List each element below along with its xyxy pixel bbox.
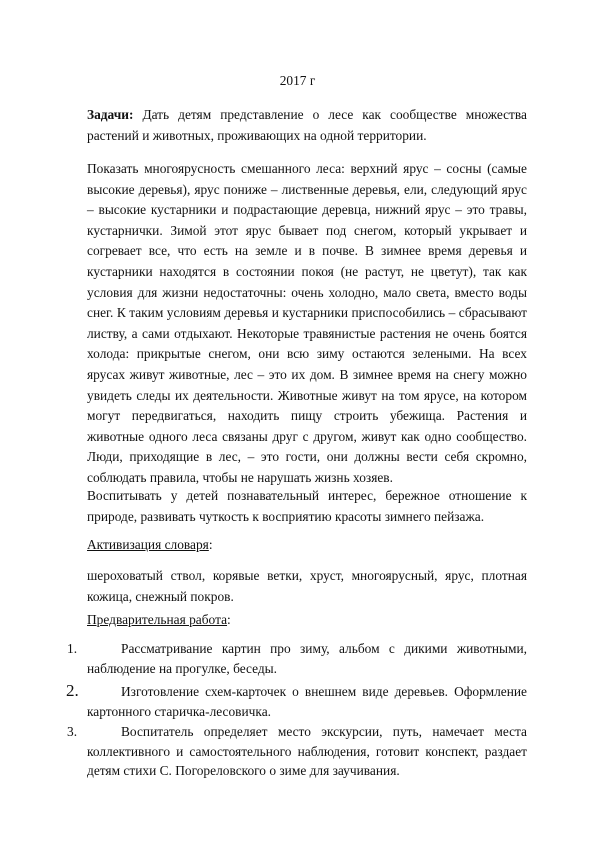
preliminary-heading: Предварительная работа (87, 612, 228, 627)
list-item-number: 2. (66, 681, 79, 700)
tasks-label: Задачи: (87, 107, 134, 122)
list-item (67, 639, 527, 678)
list-item-number: 1. (67, 641, 78, 656)
list-item (67, 722, 527, 781)
tasks-paragraph (87, 105, 527, 146)
upbringing-paragraph (87, 486, 527, 527)
preliminary-heading-line (87, 610, 527, 631)
vocabulary-text: шероховатый ствол, корявые ветки, хруст, многоярусный, ярус, плотная кожица, снежный покров. (87, 568, 527, 604)
upbringing-text: Воспитывать у детей познавательный интерес, бережное отношение к природе, развивать чуткость к восприятию красоты зимнего пейзажа. (87, 488, 527, 524)
tasks-text: Дать детям представление о лесе как сообществе множества растений и животных, проживающих на одной территории. (87, 107, 527, 143)
document-year: 2017 г (279, 73, 316, 88)
forest-layers-paragraph (87, 159, 527, 489)
list-item-text: Воспитатель определяет место экскурсии, путь, намечает места коллективного и самостоятельного наблюдения, готовит конспект, раздает детям стихи С. Погореловского о зиме для заучивания. (87, 724, 527, 779)
list-item (66, 681, 527, 721)
list-item-text: Изготовление схем-карточек о внешнем виде деревьев. Оформление картонного старичка-лесовичка. (87, 684, 527, 719)
vocabulary-paragraph (87, 566, 527, 607)
forest-layers-text: Показать многоярусность смешанного леса: верхний ярус – сосны (самые высокие деревья), ярус пониже – лиственные деревья, ели, следующий ярус – высокие кустарники и подрастающие деревца, нижний ярус – это травы, кустарнички. Зимой этот ярус бывает под снегом, который укрывает и согревает все, что есть на земле и в почве. В зимнее время деревья и кустарники находятся в состоянии покоя (не растут, не цветут), так как условия для жизни недостаточны: очень холодно, мало света, вместо воды снег. К таким условиям деревья и кустарники приспособились – сбрасывают листву, а сами отдыхают. Некоторые травянистые растения не очень боятся холода: прикрытые снегом, они всю зиму остаются зелеными. На всех ярусах живут животные, лес – это их дом. В зимнее время на снегу можно увидеть следы их деятельности. Животные живут на том ярусе, на котором могут передвигаться, находить пищу строить убежища. Растения и животные одного леса связаны друг с другом, живут как одно сообщество. Люди, приходящие в лес, – это гости, они должны вести себя скромно, соблюдать правила, чтобы не нарушать жизнь хозяев. (87, 161, 527, 485)
vocabulary-heading-line (87, 535, 527, 556)
preliminary-heading-colon: : (227, 612, 231, 627)
list-item-text: Рассматривание картин про зиму, альбом с дикими животными, наблюдение на прогулке, беседы. (87, 641, 527, 676)
list-item-number: 3. (67, 724, 78, 739)
vocabulary-heading-colon: : (208, 537, 213, 552)
vocabulary-heading: Активизация словаря (87, 537, 209, 552)
